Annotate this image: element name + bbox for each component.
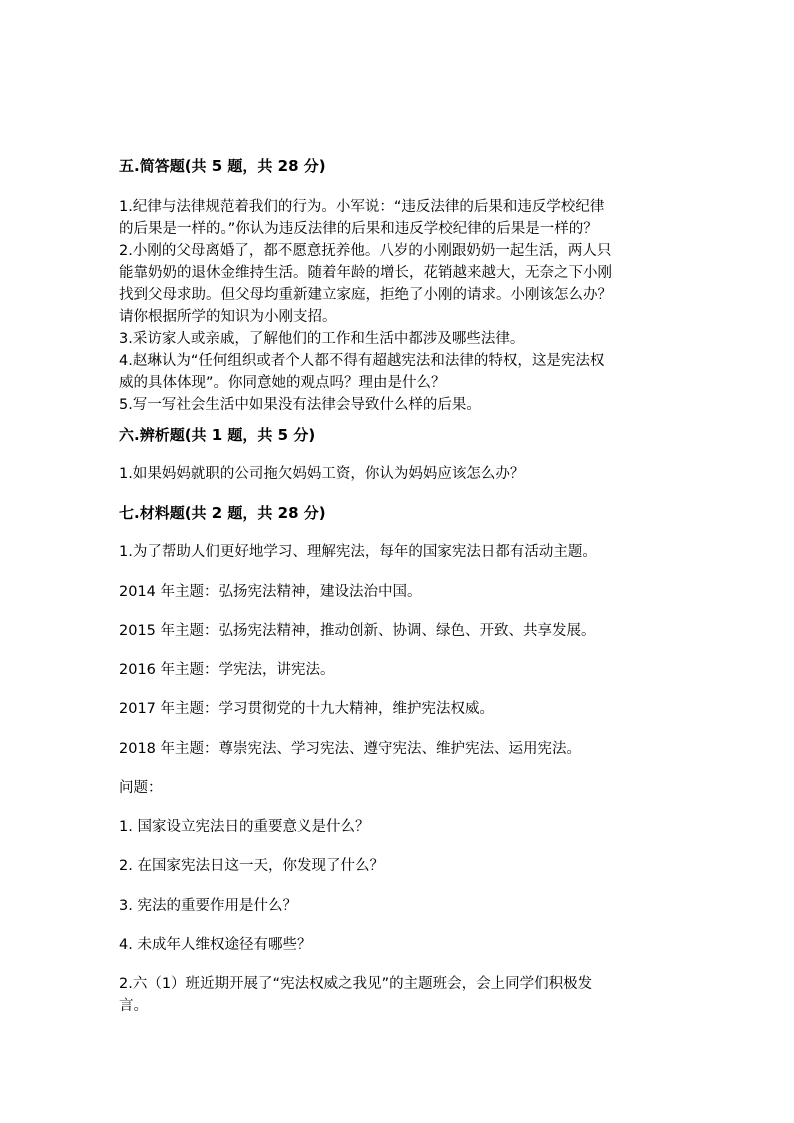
question-5-2-line-1: 2.小刚的父母离婚了，都不愿意抚养他。八岁的小刚跟奶奶一起生活，两人只 (119, 243, 612, 259)
sub-question-3: 3. 宪法的重要作用是什么？ (119, 898, 297, 914)
question-5-1-line-2: 的后果是一样的。”你认为违反法律的后果和违反学校纪律的后果是一样的？ (119, 221, 598, 237)
question-7-2-line-1: 2.六（1）班近期开展了“宪法权威之我见”的主题班会，会上同学们积极发 (119, 976, 593, 992)
question-5-4-line-2: 威的具体体现”。你同意她的观点吗？理由是什么？ (119, 375, 446, 391)
question-5-2-line-3: 找到父母求助。但父母均重新建立家庭，拒绝了小刚的请求。小刚该怎么办？ (119, 287, 612, 303)
sub-question-2: 2. 在国家宪法日这一天，你发现了什么？ (119, 858, 384, 874)
question-6-1: 1.如果妈妈就职的公司拖欠妈妈工资，你认为妈妈应该怎么办？ (119, 466, 525, 482)
section-5-heading: 五.简答题(共 5 题，共 28 分) (119, 157, 326, 175)
theme-2018: 2018 年主题：尊崇宪法、学习宪法、遵守宪法、维护宪法、运用宪法。 (119, 741, 582, 757)
section-7-heading: 七.材料题(共 2 题，共 28 分) (119, 504, 326, 522)
questions-label: 问题： (119, 780, 163, 796)
sub-question-1: 1. 国家设立宪法日的重要意义是什么？ (119, 819, 370, 835)
theme-2017: 2017 年主题：学习贯彻党的十九大精神，维护宪法权威。 (119, 701, 495, 717)
sub-question-4: 4. 未成年人维权途径有哪些？ (119, 937, 312, 953)
theme-2015: 2015 年主题：弘扬宪法精神，推动创新、协调、绿色、开致、共享发展。 (119, 623, 596, 639)
theme-2016: 2016 年主题：学宪法，讲宪法。 (119, 662, 335, 678)
question-5-2-line-4: 请你根据所学的知识为小刚支招。 (119, 309, 337, 325)
question-7-2-line-2: 言。 (119, 998, 148, 1014)
theme-2014: 2014 年主题：弘扬宪法精神，建设法治中国。 (119, 584, 422, 600)
section-6-heading: 六.辨析题(共 1 题，共 5 分) (119, 426, 316, 444)
question-5-2-line-2: 能靠奶奶的退休金维持生活。随着年龄的增长，花销越来越大，无奈之下小刚 (119, 265, 612, 281)
question-7-1-intro: 1.为了帮助人们更好地学习、理解宪法，每年的国家宪法日都有活动主题。 (119, 544, 597, 560)
question-5-4-line-1: 4.赵琳认为“任何组织或者个人都不得有超越宪法和法律的特权，这是宪法权 (119, 353, 605, 369)
question-5-5: 5.写一写社会生活中如果没有法律会导致什么样的后果。 (119, 397, 481, 413)
question-5-1-line-1: 1.纪律与法律规范着我们的行为。小军说：“违反法律的后果和违反学校纪律 (119, 199, 605, 215)
question-5-3: 3.采访家人或亲戚，了解他们的工作和生活中都涉及哪些法律。 (119, 331, 525, 347)
